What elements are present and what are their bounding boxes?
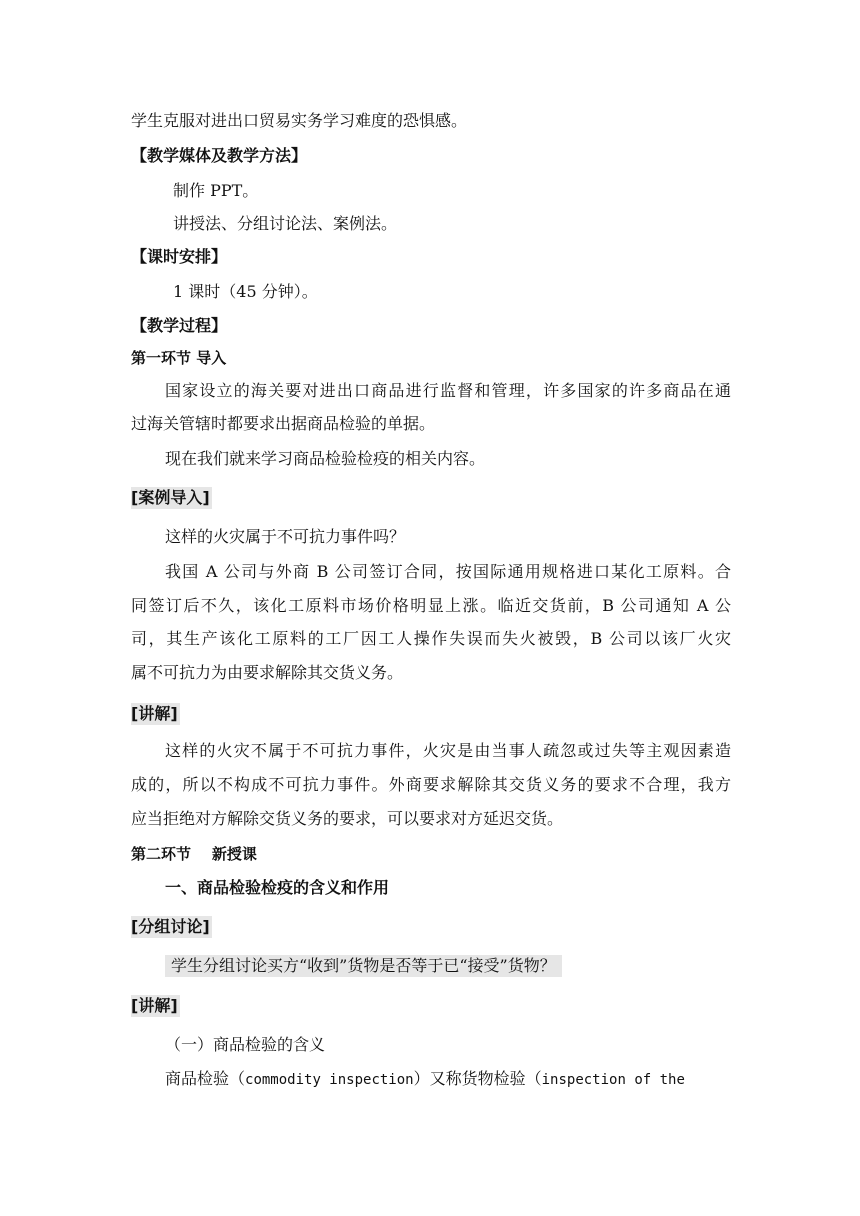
paragraph-line: 这样的火灾属于不可抗力事件吗？ <box>165 527 406 546</box>
subsection-title: 第二环节 新授课 <box>131 845 257 863</box>
text-run: ）又称货物检验（ <box>413 1069 542 1088</box>
section-heading-hours: 【课时安排】 <box>131 247 228 266</box>
paragraph-line: 属不可抗力为由要求解除其交货义务。 <box>131 663 404 682</box>
explain-tag-row <box>131 703 731 725</box>
paragraph-line: 我国 A 公司与外商 B 公司签订合同，按国际通用规格进口某化工原料。合 <box>165 562 731 581</box>
section-heading-process: 【教学过程】 <box>131 316 228 335</box>
subsection-heading: 一、商品检验检疫的含义和作用 <box>165 878 390 897</box>
case-tag-row <box>131 487 731 509</box>
paragraph-line: 这样的火灾不属于不可抗力事件，火灾是由当事人疏忽或过失等主观因素造 <box>165 741 731 760</box>
paragraph-line: 现在我们就来学习商品检验检疫的相关内容。 <box>165 449 486 468</box>
case-tag: [案例导入] <box>131 488 210 507</box>
paragraph-line <box>165 1068 731 1091</box>
explain-tag: [讲解] <box>131 996 178 1015</box>
explain-tag-row <box>131 995 731 1017</box>
paragraph-line: 司，其生产该化工原料的工厂因工人操作失误而失火被毁，B 公司以该厂火灾 <box>131 629 731 648</box>
paragraph-line: 应当拒绝对方解除交货义务的要求，可以要求对方延迟交货。 <box>131 809 564 828</box>
paragraph-line: 过海关管辖时都要求出据商品检验的单据。 <box>131 414 436 433</box>
paragraph-line: 讲授法、分组讨论法、案例法。 <box>173 214 398 233</box>
discuss-tag-row <box>131 916 731 938</box>
highlighted-line-row <box>165 955 765 977</box>
paragraph-line: 同签订后不久，该化工原料市场价格明显上涨。临近交货前，B 公司通知 A 公 <box>131 596 731 615</box>
explain-tag: [讲解] <box>131 704 178 723</box>
text-run: commodity inspection <box>245 1072 414 1088</box>
paragraph-line: 成的，所以不构成不可抗力事件。外商要求解除其交货义务的要求不合理，我方 <box>131 775 731 794</box>
text-run: inspection of the <box>541 1072 685 1088</box>
discussion-question: 学生分组讨论买方“收到”货物是否等于已“接受”货物？ <box>165 955 562 977</box>
paragraph-line: （一）商品检验的含义 <box>165 1035 326 1054</box>
paragraph-line: 学生克服对进出口贸易实务学习难度的恐惧感。 <box>131 111 468 130</box>
text-run: 商品检验（ <box>165 1069 246 1088</box>
paragraph-line: 1 课时（45 分钟）。 <box>173 282 318 301</box>
paragraph-line: 国家设立的海关要对进出口商品进行监督和管理，许多国家的许多商品在通 <box>165 381 731 400</box>
subsection-title: 第一环节 导入 <box>131 349 227 367</box>
discuss-tag: [分组讨论] <box>131 917 210 936</box>
paragraph-line: 制作 PPT。 <box>173 181 259 200</box>
section-heading-media: 【教学媒体及教学方法】 <box>131 146 308 165</box>
